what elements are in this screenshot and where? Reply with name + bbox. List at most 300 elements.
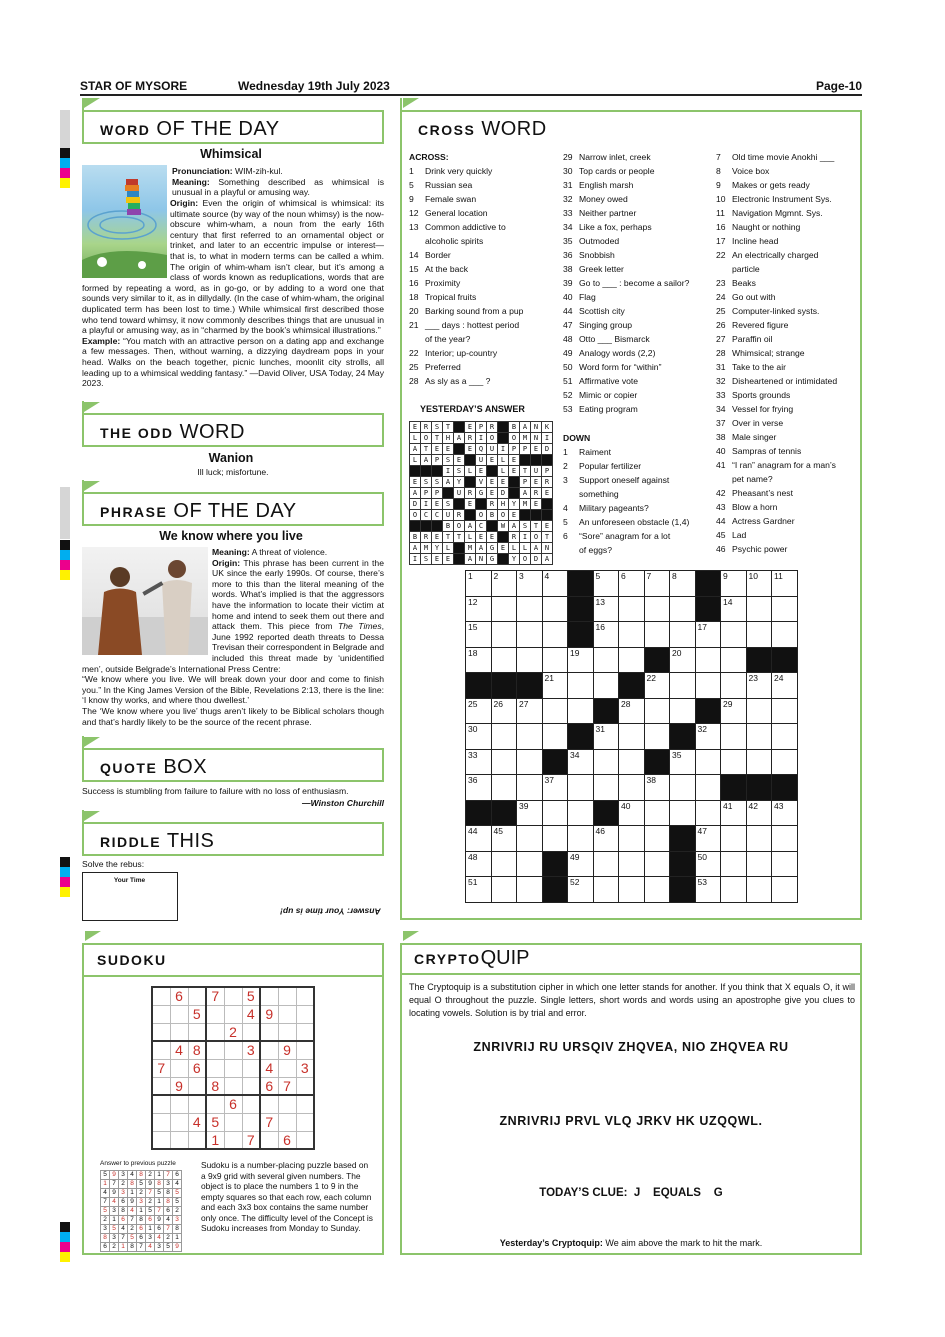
crossword-cell[interactable] [644, 622, 670, 648]
sudoku-cell[interactable]: 6 [224, 1095, 242, 1113]
sudoku-cell[interactable] [188, 987, 206, 1005]
sudoku-cell[interactable]: 4 [188, 1113, 206, 1131]
answer-cell: L [520, 543, 531, 554]
sudoku-cell[interactable] [224, 1131, 242, 1149]
answer-cell: E [410, 422, 421, 433]
phrase-body: Meaning: A threat of violence. Origin: This phrase has been current in the UK since the early 1990s. Of course, there’s more to this than the literal meaning of the words. What’s implied is that the aggressors have the information to locate their victim at home and intend to seek them out there and attack them. This piece from The Times, June 1992 reported death threats to Dessa Trevisan their correspondent in Belgrade and included this threat made by ‘unidentified men’, outside Belgrade’s International Press Centre: “We know where you live. We will break down your door and come to finish you.” In the King James Version of the Bible, Revelations 2:13, there is the line: ‘I know thy works, and where thou dwellest.’ The ‘We know where you live’ thugs aren’t likely to be Biblical scholars though and that’s hardly likely to be the source of the recent phrase. [82, 547, 385, 727]
black-square [498, 422, 509, 433]
crossword-cell[interactable] [644, 596, 670, 622]
clue-item: 9 Female swan [409, 194, 477, 204]
crossword-cell[interactable]: 48 [466, 851, 492, 877]
crossword-cell[interactable] [542, 647, 568, 673]
answer-cell: L [465, 532, 476, 543]
crossword-cell[interactable]: 19 [568, 647, 594, 673]
crossword-cell[interactable] [491, 647, 517, 673]
clue-item: 1 Drink very quickly [409, 166, 493, 176]
crossword-cell[interactable] [593, 877, 619, 903]
crossword-cell[interactable] [721, 749, 747, 775]
crossword-cell[interactable] [619, 826, 645, 852]
sudoku-cell[interactable]: 4 [170, 1041, 188, 1059]
sudoku-cell[interactable] [278, 1113, 296, 1131]
sudoku-cell[interactable] [188, 1131, 206, 1149]
sudoku-title: SUDOKU [97, 952, 167, 968]
crossword-cell[interactable]: 28 [619, 698, 645, 724]
sudoku-cell[interactable]: 6 [260, 1077, 278, 1095]
clue-item: 44 Actress Gardner [716, 516, 795, 526]
answer-cell: A [509, 521, 520, 532]
answer-cell: N [531, 433, 542, 444]
crossword-cell[interactable]: 18 [466, 647, 492, 673]
quote-text: Success is stumbling from failure to failure with no loss of enthusiasm. [82, 786, 349, 796]
crossword-cell[interactable]: 20 [670, 647, 696, 673]
crossword-cell[interactable] [670, 775, 696, 801]
crossword-cell[interactable] [772, 851, 798, 877]
previous-sudoku-cell: 2 [137, 1189, 146, 1198]
riddle-answer: Answer: Your time is up! [280, 906, 381, 917]
crossword-cell[interactable]: 52 [568, 877, 594, 903]
previous-sudoku-cell: 6 [173, 1171, 182, 1180]
crossword-cell[interactable] [670, 622, 696, 648]
sudoku-cell[interactable]: 1 [206, 1131, 224, 1149]
crossword-cell[interactable] [772, 622, 798, 648]
sudoku-cell[interactable] [224, 1113, 242, 1131]
previous-sudoku-cell: 9 [146, 1180, 155, 1189]
clue-item: 37 Over in verse [716, 418, 784, 428]
publication-name: STAR OF MYSORE [80, 79, 188, 93]
crossword-cell[interactable] [670, 698, 696, 724]
crossword-cell[interactable] [746, 749, 772, 775]
section-flag [84, 98, 100, 108]
sudoku-cell[interactable] [296, 1005, 314, 1023]
crossword-cell[interactable]: 5 [593, 571, 619, 597]
crossword-cell[interactable]: 22 [644, 673, 670, 699]
crossword-cell[interactable]: 50 [695, 851, 721, 877]
sudoku-cell[interactable] [152, 1095, 170, 1113]
crossword-cell[interactable]: 13 [593, 596, 619, 622]
crossword-cell[interactable] [491, 877, 517, 903]
answer-cell: P [542, 466, 553, 477]
crossword-cell[interactable] [644, 698, 670, 724]
crossword-cell[interactable] [772, 826, 798, 852]
answer-cell: U [531, 466, 542, 477]
previous-sudoku-cell: 3 [119, 1189, 128, 1198]
clue-item: 11 Navigation Mgmnt. Sys. [716, 208, 823, 218]
black-square [454, 543, 465, 554]
crossword-cell[interactable] [644, 826, 670, 852]
previous-sudoku-cell: 8 [119, 1207, 128, 1216]
crossword-cell[interactable] [542, 698, 568, 724]
crossword-cell[interactable]: 11 [772, 571, 798, 597]
sudoku-cell[interactable] [206, 1059, 224, 1077]
crossword-cell[interactable]: 47 [695, 826, 721, 852]
sudoku-cell[interactable] [278, 987, 296, 1005]
answer-cell: E [487, 455, 498, 466]
crossword-cell[interactable] [542, 724, 568, 750]
crossword-cell[interactable]: 43 [772, 800, 798, 826]
clue-item: 27 Paraffin oil [716, 334, 773, 344]
crossword-cell[interactable] [517, 647, 543, 673]
crossword-cell[interactable]: 4 [542, 571, 568, 597]
crossword-cell[interactable]: 24 [772, 673, 798, 699]
answer-cell: P [520, 477, 531, 488]
crossword-cell[interactable]: 53 [695, 877, 721, 903]
crossword-cell[interactable] [568, 698, 594, 724]
sudoku-cell[interactable] [296, 1077, 314, 1095]
sudoku-cell[interactable] [242, 1059, 260, 1077]
sudoku-cell[interactable] [224, 1059, 242, 1077]
sudoku-cell[interactable] [206, 1005, 224, 1023]
crossword-cell[interactable]: 1 [466, 571, 492, 597]
sudoku-cell[interactable] [296, 1041, 314, 1059]
crossword-cell[interactable] [491, 622, 517, 648]
sudoku-cell[interactable] [206, 1041, 224, 1059]
sudoku-cell[interactable] [296, 1095, 314, 1113]
sudoku-cell[interactable]: 4 [242, 1005, 260, 1023]
answer-cell: E [432, 554, 443, 565]
previous-sudoku-cell: 6 [155, 1225, 164, 1234]
crossword-cell[interactable] [746, 851, 772, 877]
crossword-cell[interactable] [772, 596, 798, 622]
crossword-cell[interactable] [721, 673, 747, 699]
clue-item: 24 Go out with [716, 292, 776, 302]
sudoku-cell[interactable]: 8 [188, 1041, 206, 1059]
crossword-cell[interactable] [695, 749, 721, 775]
sudoku-cell[interactable]: 3 [242, 1041, 260, 1059]
sudoku-cell[interactable] [152, 987, 170, 1005]
black-square [421, 466, 432, 477]
answer-cell: S [443, 455, 454, 466]
crossword-cell[interactable] [619, 724, 645, 750]
sudoku-cell[interactable] [152, 1023, 170, 1041]
sudoku-cell[interactable] [224, 987, 242, 1005]
crossword-cell[interactable]: 40 [619, 800, 645, 826]
clue-item: 49 Analogy words (2,2) [563, 348, 656, 358]
sudoku-cell[interactable] [296, 987, 314, 1005]
crossword-cell[interactable]: 9 [721, 571, 747, 597]
sudoku-cell[interactable]: 2 [224, 1023, 242, 1041]
sudoku-cell[interactable] [206, 1023, 224, 1041]
crossword-cell[interactable]: 34 [568, 749, 594, 775]
crossword-cell[interactable] [619, 622, 645, 648]
crossword-cell[interactable] [772, 877, 798, 903]
sudoku-cell[interactable] [170, 1095, 188, 1113]
clue-item: 15 At the back [409, 264, 468, 274]
crossword-cell[interactable] [721, 826, 747, 852]
clue-item: 33 Sports grounds [716, 390, 791, 400]
crossword-cell[interactable] [619, 749, 645, 775]
crossword-cell[interactable]: 37 [542, 775, 568, 801]
crossword-cell[interactable]: 21 [542, 673, 568, 699]
crossword-cell[interactable] [695, 673, 721, 699]
sudoku-cell[interactable] [224, 1077, 242, 1095]
sudoku-cell[interactable]: 6 [278, 1131, 296, 1149]
clue-item: something [579, 489, 619, 499]
sudoku-cell[interactable] [206, 1095, 224, 1113]
crossword-cell[interactable] [491, 596, 517, 622]
crossword-cell[interactable]: 2 [491, 571, 517, 597]
crossword-cell[interactable] [746, 698, 772, 724]
sudoku-cell[interactable] [152, 1005, 170, 1023]
sudoku-cell[interactable] [278, 1005, 296, 1023]
black-square [531, 455, 542, 466]
crossword-cell[interactable] [517, 826, 543, 852]
answer-cell: R [487, 499, 498, 510]
crossword-cell[interactable] [746, 826, 772, 852]
answer-cell: R [421, 532, 432, 543]
sudoku-cell[interactable] [242, 1095, 260, 1113]
sudoku-cell[interactable] [188, 1023, 206, 1041]
riddle-title: RIDDLE THIS [82, 822, 384, 856]
sudoku-cell[interactable]: 9 [170, 1077, 188, 1095]
sudoku-cell[interactable] [260, 1131, 278, 1149]
crossword-cell[interactable] [491, 749, 517, 775]
crossword-cell[interactable] [772, 749, 798, 775]
clue-item: 32 Disheartened or intimidated [716, 376, 838, 386]
crossword-cell[interactable] [619, 647, 645, 673]
crossword-cell[interactable] [670, 800, 696, 826]
crossword-cell[interactable] [568, 673, 594, 699]
crossword-cell[interactable] [670, 673, 696, 699]
sudoku-cell[interactable]: 9 [278, 1041, 296, 1059]
sudoku-cell[interactable] [170, 1131, 188, 1149]
previous-sudoku-cell: 4 [101, 1189, 110, 1198]
crossword-cell[interactable]: 16 [593, 622, 619, 648]
crossword-cell[interactable]: 23 [746, 673, 772, 699]
crossword-cell[interactable]: 33 [466, 749, 492, 775]
crossword-cell[interactable] [721, 647, 747, 673]
answer-cell: D [498, 488, 509, 499]
crossword-cell[interactable] [746, 622, 772, 648]
black-square [454, 444, 465, 455]
black-square [498, 532, 509, 543]
crossword-cell[interactable]: 42 [746, 800, 772, 826]
crossword-cell[interactable] [593, 673, 619, 699]
answer-cell: L [465, 466, 476, 477]
crossword-cell[interactable]: 8 [670, 571, 696, 597]
sudoku-cell[interactable] [188, 1077, 206, 1095]
sudoku-cell[interactable]: 7 [278, 1077, 296, 1095]
crossword-cell[interactable] [491, 851, 517, 877]
sudoku-cell[interactable] [152, 1113, 170, 1131]
crossword-cell[interactable] [517, 851, 543, 877]
crossword-cell[interactable]: 12 [466, 596, 492, 622]
sudoku-cell[interactable] [242, 1023, 260, 1041]
clue-item: 50 Word form for “within” [563, 362, 662, 372]
crossword-cell[interactable] [721, 622, 747, 648]
crossword-cell[interactable] [644, 877, 670, 903]
crossword-cell[interactable] [542, 800, 568, 826]
answer-cell: E [432, 499, 443, 510]
sudoku-cell[interactable]: 5 [242, 987, 260, 1005]
sudoku-cell[interactable] [260, 1095, 278, 1113]
sudoku-cell[interactable] [278, 1059, 296, 1077]
previous-sudoku-cell: 8 [164, 1189, 173, 1198]
crossword-cell[interactable] [593, 775, 619, 801]
crossword-cell[interactable] [568, 800, 594, 826]
crossword-cell[interactable]: 35 [670, 749, 696, 775]
sudoku-cell[interactable]: 4 [260, 1059, 278, 1077]
crossword-cell[interactable]: 17 [695, 622, 721, 648]
sudoku-cell[interactable] [170, 1113, 188, 1131]
crossword-cell[interactable]: 25 [466, 698, 492, 724]
clue-item: 36 Snobbish [563, 250, 615, 260]
answer-cell: L [410, 433, 421, 444]
crossword-cell[interactable] [746, 877, 772, 903]
sudoku-cell[interactable] [152, 1077, 170, 1095]
answer-cell: T [432, 433, 443, 444]
crossword-cell[interactable]: 30 [466, 724, 492, 750]
crossword-cell[interactable]: 7 [644, 571, 670, 597]
crossword-cell[interactable] [517, 724, 543, 750]
across-clues-continued [563, 150, 713, 416]
crossword-cell[interactable]: 45 [491, 826, 517, 852]
crossword-cell[interactable]: 38 [644, 775, 670, 801]
black-square [531, 510, 542, 521]
sudoku-cell[interactable] [170, 1059, 188, 1077]
sudoku-cell[interactable] [296, 1131, 314, 1149]
answer-cell: E [432, 532, 443, 543]
crossword-cell[interactable] [619, 596, 645, 622]
crossword-cell[interactable]: 10 [746, 571, 772, 597]
crossword-cell[interactable]: 26 [491, 698, 517, 724]
sudoku-cell[interactable] [260, 1041, 278, 1059]
crossword-cell[interactable]: 27 [517, 698, 543, 724]
crossword-cell[interactable]: 32 [695, 724, 721, 750]
crossword-cell[interactable] [542, 826, 568, 852]
crossword-cell[interactable] [568, 775, 594, 801]
sudoku-cell[interactable]: 9 [260, 1005, 278, 1023]
crossword-cell[interactable] [772, 724, 798, 750]
crossword-cell[interactable]: 49 [568, 851, 594, 877]
crossword-cell[interactable]: 14 [721, 596, 747, 622]
sudoku-cell[interactable] [170, 1023, 188, 1041]
crossword-cell[interactable] [517, 877, 543, 903]
crossword-cell[interactable]: 3 [517, 571, 543, 597]
black-square [568, 571, 594, 597]
sudoku-cell[interactable]: 7 [152, 1059, 170, 1077]
divider [82, 975, 384, 977]
sudoku-cell[interactable]: 8 [206, 1077, 224, 1095]
answer-cell: L [443, 543, 454, 554]
crossword-cell[interactable]: 29 [721, 698, 747, 724]
clue-item: 28 Whimsical; strange [716, 348, 805, 358]
color-registration-marks [60, 540, 70, 580]
crossword-cell[interactable] [542, 596, 568, 622]
crossword-cell[interactable] [517, 775, 543, 801]
crossword-cell[interactable] [619, 775, 645, 801]
crossword-cell[interactable]: 31 [593, 724, 619, 750]
crossword-cell[interactable]: 36 [466, 775, 492, 801]
sudoku-cell[interactable]: 5 [188, 1005, 206, 1023]
crossword-cell[interactable] [568, 826, 594, 852]
black-square [466, 800, 492, 826]
crossword-cell[interactable] [542, 622, 568, 648]
crossword-cell[interactable]: 41 [721, 800, 747, 826]
sudoku-cell[interactable] [152, 1041, 170, 1059]
crossword-cell[interactable] [772, 698, 798, 724]
sudoku-cell[interactable] [260, 1023, 278, 1041]
sudoku-cell[interactable] [242, 1077, 260, 1095]
crossword-cell[interactable] [619, 851, 645, 877]
crossword-cell[interactable] [517, 596, 543, 622]
crossword-cell[interactable]: 39 [517, 800, 543, 826]
crossword-cell[interactable]: 6 [619, 571, 645, 597]
sudoku-cell[interactable] [278, 1095, 296, 1113]
sudoku-cell[interactable] [224, 1041, 242, 1059]
crossword-cell[interactable] [695, 647, 721, 673]
crossword-cell[interactable] [644, 851, 670, 877]
sudoku-cell[interactable]: 5 [206, 1113, 224, 1131]
previous-sudoku-cell: 3 [137, 1198, 146, 1207]
crossword-cell[interactable] [746, 596, 772, 622]
previous-sudoku-cell: 6 [146, 1216, 155, 1225]
crossword-cell[interactable] [670, 596, 696, 622]
section-flag [85, 931, 101, 941]
previous-sudoku-cell: 5 [155, 1189, 164, 1198]
crossword-cell[interactable] [491, 775, 517, 801]
sudoku-cell[interactable] [278, 1023, 296, 1041]
sudoku-cell[interactable] [224, 1005, 242, 1023]
section-flag [84, 811, 100, 821]
answer-cell: O [454, 521, 465, 532]
sudoku-cell[interactable] [242, 1113, 260, 1131]
sudoku-cell[interactable]: 6 [188, 1059, 206, 1077]
sudoku-cell[interactable]: 7 [242, 1131, 260, 1149]
sudoku-cell[interactable]: 7 [206, 987, 224, 1005]
sudoku-cell[interactable]: 6 [170, 987, 188, 1005]
sudoku-cell[interactable]: 7 [260, 1113, 278, 1131]
crossword-cell[interactable] [593, 647, 619, 673]
crossword-cell[interactable] [721, 877, 747, 903]
black-square [568, 596, 594, 622]
sudoku-cell[interactable] [152, 1131, 170, 1149]
sudoku-cell[interactable] [170, 1005, 188, 1023]
clue-item: 22 An electrically charged [716, 250, 819, 260]
crossword-cell[interactable]: 44 [466, 826, 492, 852]
crossword-cell[interactable] [517, 749, 543, 775]
crossword-cell[interactable] [491, 724, 517, 750]
answer-cell: I [410, 554, 421, 565]
crossword-cell[interactable] [517, 622, 543, 648]
sudoku-cell[interactable] [260, 987, 278, 1005]
sudoku-cell[interactable] [296, 1113, 314, 1131]
sudoku-cell[interactable] [188, 1095, 206, 1113]
sudoku-cell[interactable] [296, 1023, 314, 1041]
crossword-cell[interactable] [695, 775, 721, 801]
crossword-cell[interactable] [721, 851, 747, 877]
crossword-cell[interactable]: 46 [593, 826, 619, 852]
sudoku-cell[interactable]: 3 [296, 1059, 314, 1077]
crossword-cell[interactable]: 15 [466, 622, 492, 648]
crossword-cell[interactable] [746, 724, 772, 750]
crossword-cell[interactable] [619, 877, 645, 903]
word-of-day-body: Origin: Even the origin of whimsical is whimsical: its ultimate source (by way of the noun whimsy) is the now-obscure whim-wham, a noun from the early 16th century that first referred to an ornamental object or trinket, and later to an eccentric impulse or interest—that is, to what in modern terms can be called a whim. The origin of whim-wham isn’t clear, but it’s among a class of words known as reduplications, words that are formed by repeating a word, as in go-go, or by adding to a word one that sounds very similar to it, as in dillydally. (In the case of whim-wham, the original duplicated term has been lost to time.) While whimsical first described those who tend toward whimsy, it now commonly describes things that are unusual in a playful or amusing way, as in “charmed by the book’s whimsical illustrations.” Example: “You match with an attractive person on a dating app and exchange a few messages. Then, without warning, a dizzying daydream pops in your head. Walks on the beach together, picnic lunches, moonlit city strolls, all leading up to a whimsical wedding fantasy.” —David Oliver, USA Today, 24 May 2023. [82, 198, 384, 389]
crossword-cell[interactable] [695, 800, 721, 826]
black-square [670, 724, 696, 750]
black-square [476, 499, 487, 510]
crossword-cell[interactable] [593, 749, 619, 775]
crossword-cell[interactable] [644, 724, 670, 750]
previous-sudoku-cell: 3 [155, 1243, 164, 1252]
clue-item: 31 Take to the air [716, 362, 786, 372]
crossword-cell[interactable] [721, 724, 747, 750]
crossword-cell[interactable] [644, 800, 670, 826]
crossword-cell[interactable] [593, 851, 619, 877]
cipher-line-1: ZNRIVRIJ RU URSQIV ZHQVEA, NIO ZHQVEA RU [473, 1040, 789, 1054]
crossword-cell[interactable]: 51 [466, 877, 492, 903]
previous-sudoku-label: Answer to previous puzzle [100, 1160, 176, 1167]
clue-item: 21 ___ days : hottest period [409, 320, 520, 330]
